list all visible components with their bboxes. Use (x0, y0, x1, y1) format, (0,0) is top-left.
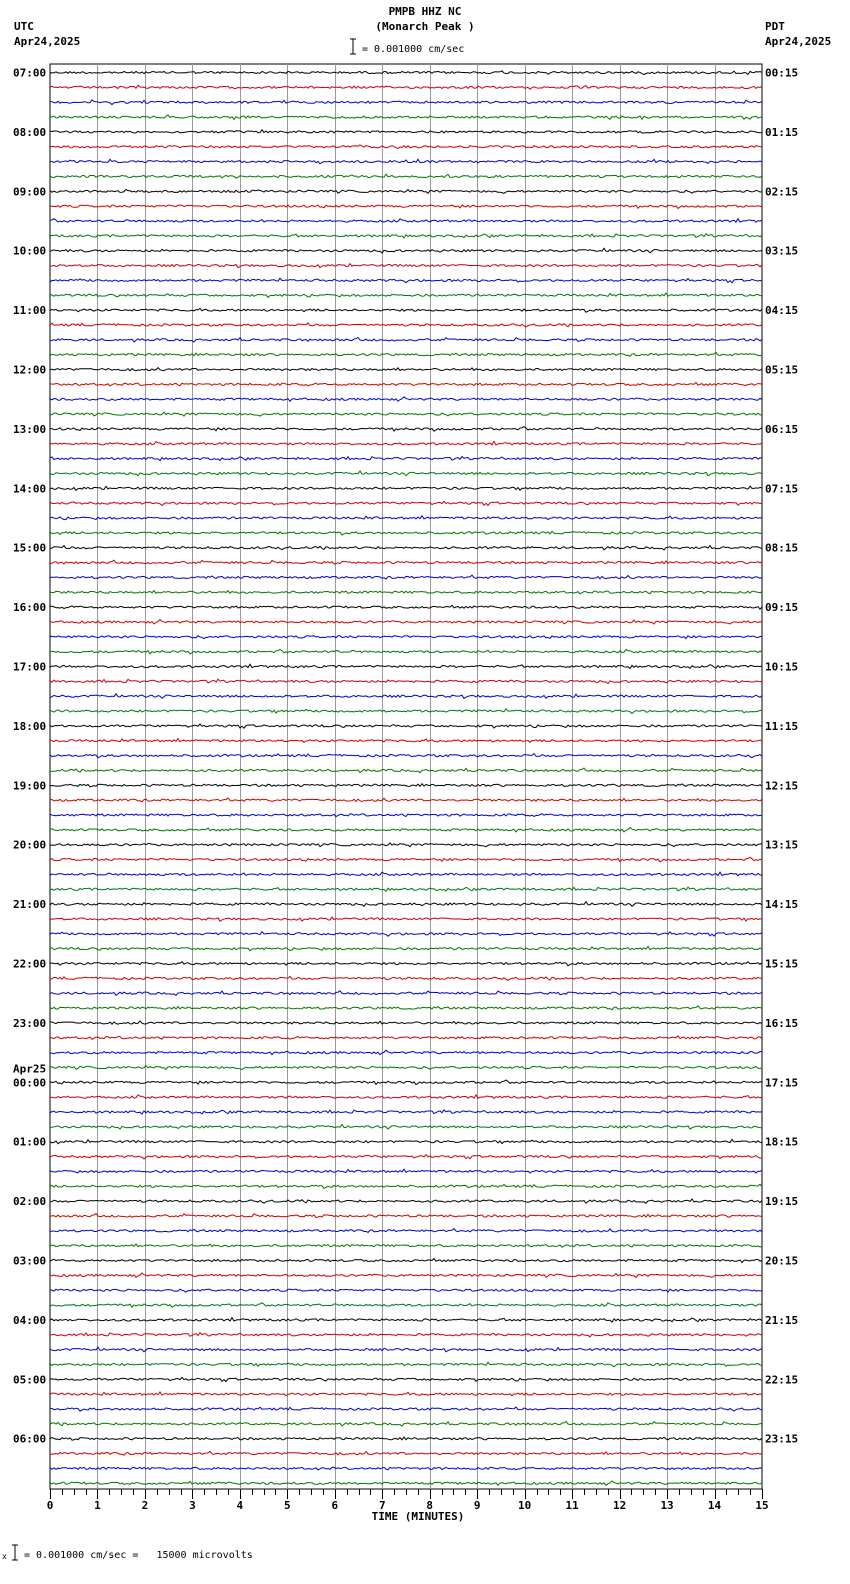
seismic-trace (50, 1273, 762, 1277)
seismic-trace (50, 85, 762, 89)
x-tick-label: 13 (660, 1499, 674, 1512)
right-hour-label: 06:15 (765, 422, 799, 436)
right-hour-label: 23:15 (765, 1432, 799, 1446)
seismic-trace (50, 1229, 762, 1233)
seismic-trace (50, 649, 762, 654)
right-hour-label: 22:15 (765, 1373, 799, 1387)
seismic-trace (50, 293, 762, 297)
left-hour-label: 13:00 (13, 422, 47, 436)
seismic-trace (50, 1095, 762, 1099)
seismic-trace (50, 575, 762, 579)
footer-scale-note: = 0.001000 cm/sec = 15000 microvolts (24, 1550, 253, 1561)
seismic-trace (50, 1377, 762, 1381)
seismic-trace (50, 739, 762, 743)
seismic-trace (50, 219, 762, 223)
right-date: Apr24,2025 (765, 35, 832, 48)
right-hour-label: 12:15 (765, 779, 799, 793)
seismic-trace (50, 1184, 762, 1188)
left-hour-label: 03:00 (13, 1254, 47, 1268)
seismic-trace (50, 1362, 762, 1367)
seismic-trace (50, 174, 762, 178)
right-hour-label: 18:15 (765, 1135, 799, 1149)
seismic-trace (50, 205, 762, 208)
seismic-trace (50, 1110, 762, 1114)
seismic-trace (50, 976, 762, 980)
right-hour-label: 01:15 (765, 125, 799, 139)
seismic-trace (50, 352, 762, 356)
seismic-trace (50, 1169, 762, 1173)
seismic-trace (50, 784, 762, 787)
seismic-trace (50, 636, 762, 639)
station-title: PMPB HHZ NC (388, 5, 462, 18)
svg-text:x: x (2, 1552, 7, 1561)
seismic-trace (50, 814, 762, 817)
right-hour-label: 03:15 (765, 244, 799, 258)
seismic-trace (50, 145, 762, 149)
right-hour-label: 05:15 (765, 363, 799, 377)
seismic-trace (50, 1066, 762, 1070)
seismic-trace (50, 1006, 762, 1010)
right-hour-label: 04:15 (765, 304, 799, 318)
seismic-trace (50, 932, 762, 937)
left-timezone: UTC (14, 20, 34, 33)
seismic-trace (50, 1421, 762, 1426)
seismic-trace (50, 308, 762, 312)
seismic-trace (50, 1139, 762, 1143)
seismic-trace (50, 71, 762, 75)
left-hour-label: 15:00 (13, 541, 47, 555)
seismic-trace (50, 115, 762, 119)
seismic-trace (50, 1036, 762, 1039)
seismic-trace (50, 857, 762, 862)
scale-label: = 0.001000 cm/sec (362, 44, 465, 55)
right-hour-label: 19:15 (765, 1195, 799, 1209)
seismic-trace (50, 1021, 762, 1024)
seismic-trace (50, 234, 762, 238)
left-hour-label: 08:00 (13, 125, 47, 139)
seismic-trace (50, 323, 762, 327)
seismic-trace (50, 278, 762, 283)
left-hour-label: 07:00 (13, 66, 47, 80)
seismic-trace (50, 546, 762, 550)
left-hour-label: 17:00 (13, 660, 47, 674)
left-hour-label: 14:00 (13, 482, 47, 496)
x-tick-label: 3 (189, 1499, 196, 1512)
seismic-trace (50, 412, 762, 416)
seismic-trace (50, 1155, 762, 1159)
x-tick-label: 12 (612, 1499, 627, 1512)
seismic-trace (50, 130, 762, 133)
right-hour-label: 02:15 (765, 185, 799, 199)
seismic-trace (50, 1259, 762, 1263)
right-hour-label: 00:15 (765, 66, 799, 80)
left-hour-label: 18:00 (13, 719, 47, 733)
seismic-trace (50, 872, 762, 876)
seismic-trace (50, 1214, 762, 1218)
left-hour-label: 04:00 (13, 1313, 47, 1327)
right-hour-label: 13:15 (765, 838, 799, 852)
station-location: (Monarch Peak ) (375, 20, 475, 33)
seismic-trace (50, 827, 762, 831)
left-hour-label: 02:00 (13, 1195, 47, 1209)
left-hour-label: 23:00 (13, 1016, 47, 1030)
seismic-trace (50, 709, 762, 714)
x-tick-label: 5 (284, 1499, 291, 1512)
seismic-trace (50, 664, 762, 668)
seismic-trace (50, 620, 762, 624)
left-hour-label: 11:00 (13, 304, 47, 318)
footer-scale-icon (2, 1543, 22, 1563)
left-hour-label: 10:00 (13, 244, 47, 258)
seismic-trace (50, 1467, 762, 1470)
seismic-trace (50, 560, 762, 564)
seismic-trace (50, 427, 762, 432)
seismic-trace (50, 248, 762, 253)
seismic-trace (50, 991, 762, 996)
x-tick-label: 11 (565, 1499, 579, 1512)
x-tick-label: 10 (518, 1499, 532, 1512)
seismic-trace (50, 902, 762, 907)
right-hour-label: 21:15 (765, 1313, 799, 1327)
left-hour-label: 19:00 (13, 779, 47, 793)
seismic-trace (50, 264, 762, 268)
left-hour-label: 16:00 (13, 601, 47, 615)
left-hour-label: 06:00 (13, 1432, 47, 1446)
seismic-trace (50, 189, 762, 193)
seismic-trace (50, 843, 762, 847)
seismic-trace (50, 1392, 762, 1396)
x-tick-label: 4 (236, 1499, 244, 1512)
seismic-trace (50, 100, 762, 105)
left-date: Apr24,2025 (14, 35, 81, 48)
x-tick-label: 7 (378, 1499, 386, 1512)
x-tick-label: 0 (46, 1499, 54, 1512)
seismic-trace (50, 694, 762, 699)
seismic-trace (50, 887, 762, 891)
seismic-trace (50, 516, 762, 520)
seismic-trace (50, 679, 762, 683)
seismic-trace (50, 368, 762, 371)
seismic-trace (50, 501, 762, 505)
x-tick-label: 8 (426, 1499, 434, 1512)
seismic-trace (50, 1199, 762, 1203)
seismic-trace (50, 798, 762, 802)
seismic-trace (50, 946, 762, 950)
seismic-trace (50, 1407, 762, 1411)
left-hour-label: 00:00 (13, 1076, 47, 1090)
seismic-trace (50, 917, 762, 921)
seismic-trace (50, 1347, 762, 1352)
seismic-trace (50, 768, 762, 773)
right-timezone: PDT (765, 20, 785, 33)
right-hour-label: 17:15 (765, 1076, 799, 1090)
seismic-trace (50, 1303, 762, 1308)
right-hour-label: 16:15 (765, 1016, 799, 1030)
right-hour-label: 10:15 (765, 660, 799, 674)
seismic-trace (50, 1481, 762, 1485)
seismic-trace (50, 1451, 762, 1455)
left-hour-label: 05:00 (13, 1373, 47, 1387)
seismic-trace (50, 337, 762, 342)
x-tick-label: 9 (473, 1499, 481, 1512)
seismic-trace (50, 591, 762, 594)
left-hour-label: 21:00 (13, 898, 47, 912)
right-hour-label: 20:15 (765, 1254, 799, 1268)
seismic-trace (50, 397, 762, 401)
seismic-trace (50, 605, 762, 609)
right-hour-label: 11:15 (765, 719, 799, 733)
seismic-trace (50, 1080, 762, 1085)
seismic-trace (50, 1318, 762, 1322)
seismic-trace (50, 471, 762, 476)
seismic-trace (50, 1244, 762, 1247)
x-tick-label: 1 (94, 1499, 101, 1512)
seismic-trace (50, 754, 762, 758)
seismic-trace (50, 1124, 762, 1129)
x-tick-label: 2 (141, 1499, 149, 1512)
right-hour-label: 15:15 (765, 957, 799, 971)
right-hour-label: 09:15 (765, 601, 799, 615)
right-hour-label: 08:15 (765, 541, 799, 555)
seismic-trace (50, 1050, 762, 1054)
left-hour-label: 01:00 (13, 1135, 47, 1149)
date-change-label: Apr25 (13, 1062, 47, 1076)
right-hour-label: 07:15 (765, 482, 799, 496)
right-hour-label: 14:15 (765, 898, 799, 912)
left-hour-label: 22:00 (13, 957, 47, 971)
seismic-trace (50, 1437, 762, 1440)
x-tick-label: 15 (755, 1499, 769, 1512)
seismic-trace (50, 724, 762, 728)
seismic-trace (50, 531, 762, 535)
x-tick-label: 6 (331, 1499, 339, 1512)
seismic-trace (50, 383, 762, 386)
left-hour-label: 09:00 (13, 185, 47, 199)
seismic-trace (50, 1289, 762, 1292)
seismic-trace (50, 441, 762, 445)
left-hour-label: 12:00 (13, 363, 47, 377)
x-axis-label: TIME (MINUTES) (371, 1510, 465, 1523)
left-hour-label: 20:00 (13, 838, 47, 852)
seismic-trace (50, 159, 762, 163)
seismic-trace (50, 962, 762, 966)
x-tick-label: 14 (707, 1499, 722, 1512)
seismic-trace (50, 457, 762, 461)
seismic-trace (50, 1333, 762, 1337)
seismic-trace (50, 486, 762, 490)
